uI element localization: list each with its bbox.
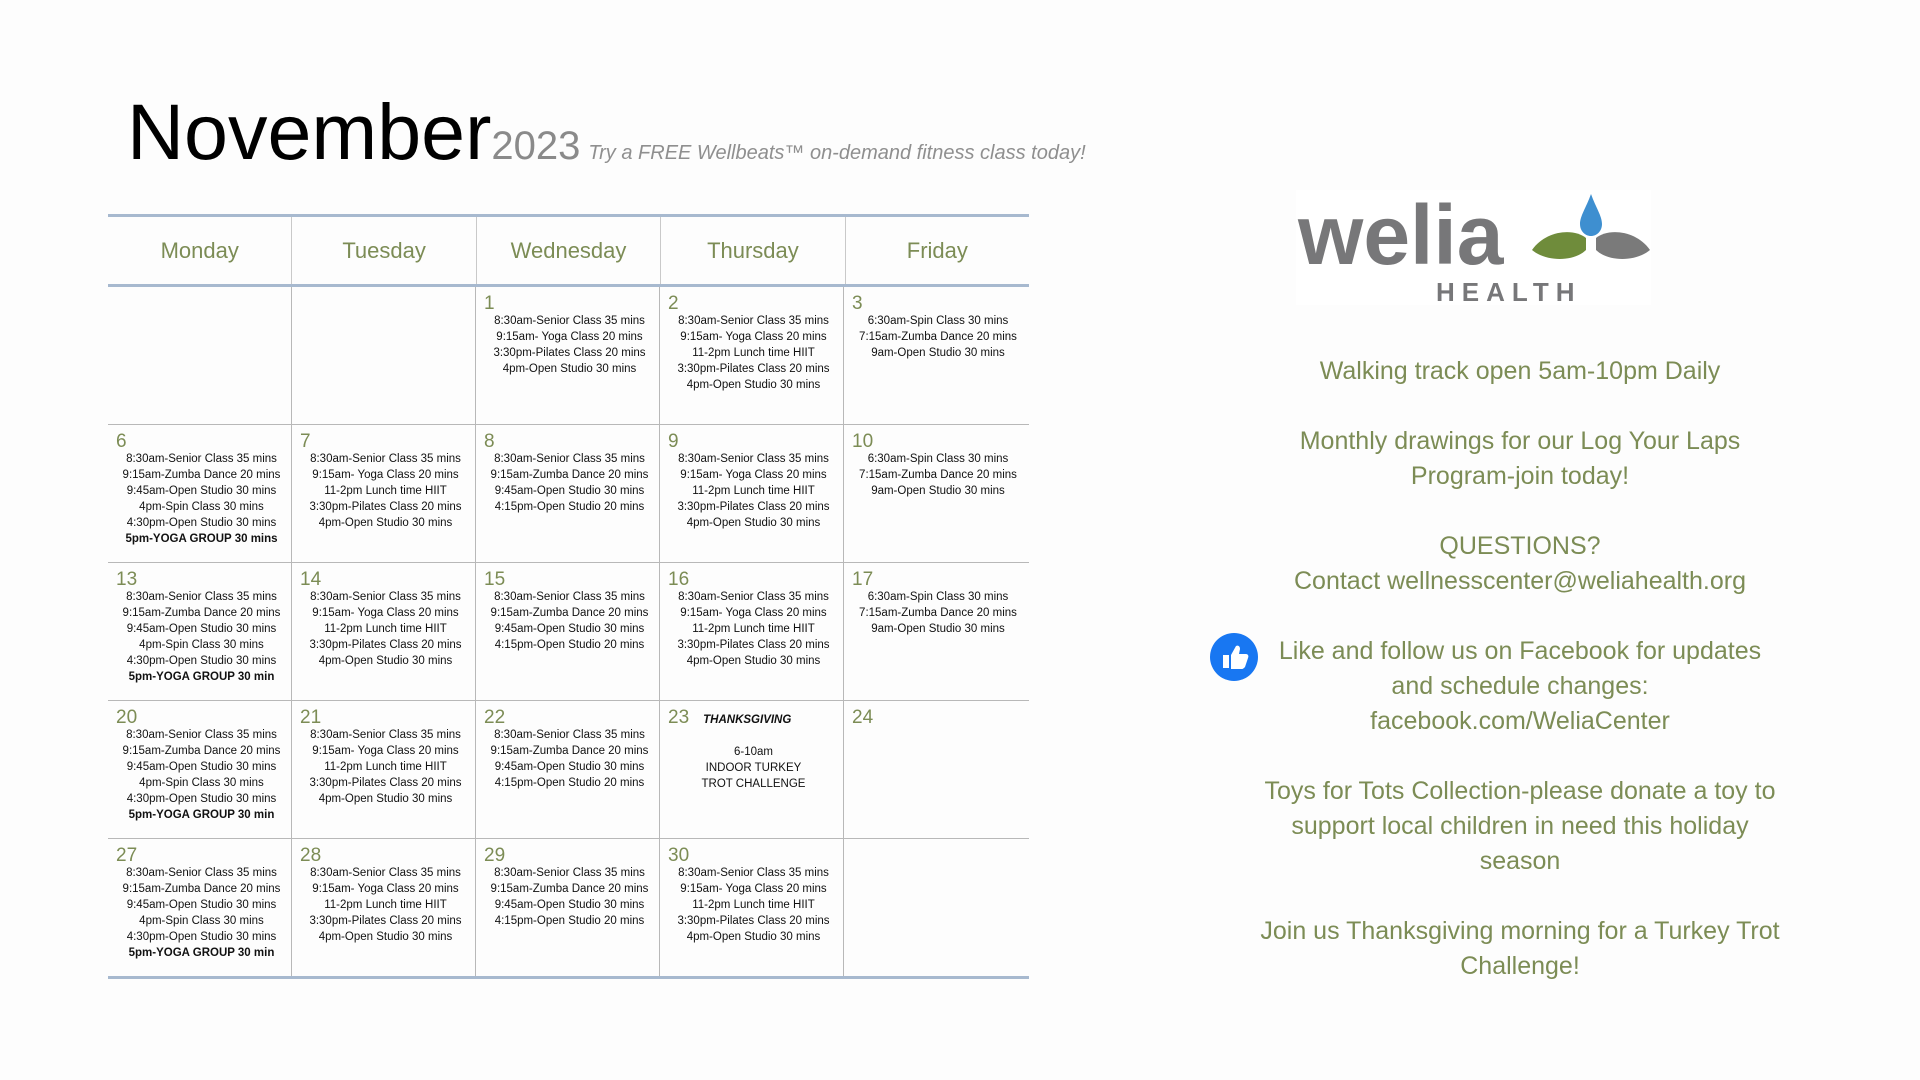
class-entry: 4pm-Open Studio 30 mins — [502, 363, 637, 375]
class-entry: 8:30am-Senior Class 35 mins — [126, 453, 277, 465]
class-entry: 9:15am- Yoga Class 20 mins — [680, 469, 827, 481]
day-cell — [476, 287, 660, 424]
day-cell — [476, 701, 660, 838]
class-entry: 9:15am- Yoga Class 20 mins — [496, 331, 643, 343]
calendar-week — [108, 425, 1029, 563]
day-number: 23 — [668, 707, 690, 728]
day-number: 9 — [668, 431, 679, 452]
yoga-group-entry: 5pm-YOGA GROUP 30 min — [128, 809, 275, 821]
class-entry: 4:15pm-Open Studio 20 mins — [494, 639, 645, 651]
class-entry: 4pm-Open Studio 30 mins — [318, 517, 453, 529]
day-number: 28 — [300, 845, 322, 866]
class-entry: 9:15am- Yoga Class 20 mins — [312, 745, 459, 757]
class-entry: 11-2pm Lunch time HIIT — [692, 485, 815, 497]
walking-track-note: Walking track open 5am-10pm Daily — [1319, 357, 1721, 385]
class-entry: 9:45am-Open Studio 30 mins — [126, 761, 277, 773]
day-cell — [660, 563, 844, 700]
announcements — [1255, 354, 1785, 1019]
log-laps-note: Monthly drawings for our Log Your Laps Program-join today! — [1299, 427, 1741, 490]
class-entry: 9:15am- Yoga Class 20 mins — [680, 331, 827, 343]
calendar-title — [127, 87, 1086, 176]
class-entry: 7:15am-Zumba Dance 20 mins — [859, 331, 1017, 343]
day-cell — [108, 425, 292, 562]
class-entry: 4:15pm-Open Studio 20 mins — [494, 501, 645, 513]
weekday-header-row — [108, 217, 1029, 287]
year-label: 2023 — [491, 124, 581, 168]
day-number: 7 — [300, 431, 311, 452]
day-cell — [660, 839, 844, 976]
day-cell — [476, 425, 660, 562]
calendar-week — [108, 839, 1029, 976]
calendar-week — [108, 563, 1029, 701]
day-number: 13 — [116, 569, 138, 590]
calendar-week — [108, 287, 1029, 425]
day-number: 21 — [300, 707, 322, 728]
class-entry: 9:15am- Yoga Class 20 mins — [312, 883, 459, 895]
day-cell — [476, 839, 660, 976]
day-cell — [476, 563, 660, 700]
class-entry: 9:15am- Yoga Class 20 mins — [680, 607, 827, 619]
tagline: Try a FREE Wellbeats™ on-demand fitness class today! — [588, 142, 1086, 164]
logo-subword: HEALTH — [1436, 277, 1582, 305]
class-entry: 3:30pm-Pilates Class 20 mins — [309, 777, 462, 789]
class-entry: 9am-Open Studio 30 mins — [871, 623, 1005, 635]
day-cell — [844, 701, 1028, 838]
class-entry: 8:30am-Senior Class 35 mins — [126, 867, 277, 879]
day-cell — [108, 287, 292, 424]
class-entry: 3:30pm-Pilates Class 20 mins — [677, 363, 830, 375]
class-entry: 9:15am- Yoga Class 20 mins — [312, 469, 459, 481]
class-entry: 9:45am-Open Studio 30 mins — [494, 485, 645, 497]
day-number: 3 — [852, 293, 863, 314]
class-entry: 3:30pm-Pilates Class 20 mins — [309, 915, 462, 927]
day-number: 16 — [668, 569, 690, 590]
day-number: 17 — [852, 569, 874, 590]
day-cell — [844, 839, 1028, 976]
day-cell — [660, 425, 844, 562]
class-entry: 4:30pm-Open Studio 30 mins — [126, 517, 277, 529]
class-entry: 9:45am-Open Studio 30 mins — [494, 899, 645, 911]
class-entry: 11-2pm Lunch time HIIT — [692, 347, 815, 359]
class-entry: 9am-Open Studio 30 mins — [871, 347, 1005, 359]
class-entry: 11-2pm Lunch time HIIT — [692, 899, 815, 911]
class-entry: 9:15am-Zumba Dance 20 mins — [490, 469, 649, 481]
turkey-trot-note: Join us Thanksgiving morning for a Turkey Trot Challenge! — [1260, 917, 1780, 980]
class-entry: 7:15am-Zumba Dance 20 mins — [859, 469, 1017, 481]
weekday-wednesday: Wednesday — [477, 217, 661, 284]
class-entry: 9am-Open Studio 30 mins — [871, 485, 1005, 497]
class-entry: 8:30am-Senior Class 35 mins — [494, 729, 645, 741]
calendar-week — [108, 701, 1029, 839]
class-entry: 6:30am-Spin Class 30 mins — [867, 591, 1009, 603]
class-entry: 4:15pm-Open Studio 20 mins — [494, 915, 645, 927]
day-cell — [292, 425, 476, 562]
day-number: 14 — [300, 569, 322, 590]
month-label: November — [127, 87, 492, 176]
questions-block — [1255, 529, 1785, 599]
class-entry: 11-2pm Lunch time HIIT — [692, 623, 815, 635]
class-entry: 8:30am-Senior Class 35 mins — [126, 591, 277, 603]
class-entry: INDOOR TURKEY — [705, 762, 802, 774]
logo-word: welia — [1298, 190, 1504, 282]
class-entry: 9:15am-Zumba Dance 20 mins — [490, 745, 649, 757]
class-entry: 9:15am-Zumba Dance 20 mins — [122, 607, 281, 619]
day-number: 8 — [484, 431, 495, 452]
class-entry: 9:45am-Open Studio 30 mins — [494, 761, 645, 773]
day-number: 1 — [484, 293, 495, 314]
class-entry: 8:30am-Senior Class 35 mins — [678, 867, 829, 879]
class-entry: 4pm-Spin Class 30 mins — [139, 915, 264, 927]
class-entry: 8:30am-Senior Class 35 mins — [678, 591, 829, 603]
class-entry: 3:30pm-Pilates Class 20 mins — [309, 501, 462, 513]
holiday-heading: THANKSGIVING — [703, 714, 792, 726]
day-number: 20 — [116, 707, 138, 728]
class-entry: 4:30pm-Open Studio 30 mins — [126, 931, 277, 943]
weekday-monday: Monday — [108, 217, 292, 284]
class-entry: 3:30pm-Pilates Class 20 mins — [493, 347, 646, 359]
class-entry: 9:45am-Open Studio 30 mins — [126, 485, 277, 497]
class-entry: 8:30am-Senior Class 35 mins — [310, 453, 461, 465]
yoga-group-entry: 5pm-YOGA GROUP 30 mins — [125, 533, 278, 545]
class-entry — [668, 728, 839, 744]
day-number: 15 — [484, 569, 506, 590]
class-entry: 11-2pm Lunch time HIIT — [324, 485, 447, 497]
class-entry: 9:15am- Yoga Class 20 mins — [312, 607, 459, 619]
class-entry: 6:30am-Spin Class 30 mins — [867, 315, 1009, 327]
day-number: 27 — [116, 845, 138, 866]
weekday-friday: Friday — [906, 237, 968, 263]
day-cell — [108, 839, 292, 976]
weekday-tuesday: Tuesday — [292, 217, 476, 284]
class-entry: 9:15am- Yoga Class 20 mins — [680, 883, 827, 895]
class-entry: 4:15pm-Open Studio 20 mins — [494, 777, 645, 789]
day-number: 22 — [484, 707, 506, 728]
day-cell — [844, 563, 1028, 700]
class-entry: 4pm-Open Studio 30 mins — [318, 931, 453, 943]
day-cell — [108, 701, 292, 838]
calendar-grid — [108, 214, 1029, 979]
day-cell — [292, 563, 476, 700]
class-entry: 4pm-Spin Class 30 mins — [139, 777, 264, 789]
class-entry: 8:30am-Senior Class 35 mins — [678, 315, 829, 327]
class-entry: 8:30am-Senior Class 35 mins — [678, 453, 829, 465]
class-entry: 4pm-Spin Class 30 mins — [139, 639, 264, 651]
day-cell — [844, 287, 1028, 424]
class-entry: 9:15am-Zumba Dance 20 mins — [490, 607, 649, 619]
weekday-thursday: Thursday — [661, 217, 845, 284]
welia-health-logo — [1296, 190, 1651, 305]
day-cell — [292, 287, 476, 424]
class-entry: 6-10am — [734, 746, 773, 758]
class-entry: 3:30pm-Pilates Class 20 mins — [309, 639, 462, 651]
class-entry: 8:30am-Senior Class 35 mins — [310, 867, 461, 879]
thumbs-up-icon — [1209, 632, 1259, 682]
class-entry: 8:30am-Senior Class 35 mins — [310, 729, 461, 741]
questions-title: QUESTIONS? — [1439, 532, 1601, 560]
yoga-group-entry: 5pm-YOGA GROUP 30 min — [128, 671, 275, 683]
class-entry: 4pm-Open Studio 30 mins — [686, 379, 821, 391]
day-cell — [108, 563, 292, 700]
class-entry: 9:45am-Open Studio 30 mins — [494, 623, 645, 635]
class-entry: 9:15am-Zumba Dance 20 mins — [490, 883, 649, 895]
day-number: 24 — [852, 707, 874, 728]
day-number: 2 — [668, 293, 679, 314]
day-number: 6 — [116, 431, 127, 452]
yoga-group-entry: 5pm-YOGA GROUP 30 min — [128, 947, 275, 959]
class-entry: 8:30am-Senior Class 35 mins — [494, 867, 645, 879]
class-entry: 11-2pm Lunch time HIIT — [324, 899, 447, 911]
day-cell — [660, 287, 844, 424]
class-entry: 8:30am-Senior Class 35 mins — [310, 591, 461, 603]
class-entry: 8:30am-Senior Class 35 mins — [494, 315, 645, 327]
questions-contact: Contact wellnesscenter@weliahealth.org — [1293, 567, 1746, 595]
class-entry: 7:15am-Zumba Dance 20 mins — [859, 607, 1017, 619]
day-cell — [292, 701, 476, 838]
class-entry: 4pm-Open Studio 30 mins — [318, 655, 453, 667]
class-entry: 4pm-Open Studio 30 mins — [318, 793, 453, 805]
day-cell — [844, 425, 1028, 562]
class-entry: 4pm-Open Studio 30 mins — [686, 931, 821, 943]
class-entry: 4pm-Open Studio 30 mins — [686, 655, 821, 667]
day-cell — [660, 701, 844, 838]
day-number: 29 — [484, 845, 506, 866]
class-entry: 9:15am-Zumba Dance 20 mins — [122, 745, 281, 757]
class-entry: 4pm-Open Studio 30 mins — [686, 517, 821, 529]
class-entry: 8:30am-Senior Class 35 mins — [126, 729, 277, 741]
class-entry: 11-2pm Lunch time HIIT — [324, 623, 447, 635]
class-entry: 8:30am-Senior Class 35 mins — [494, 453, 645, 465]
class-entry: 6:30am-Spin Class 30 mins — [867, 453, 1009, 465]
class-entry: 9:45am-Open Studio 30 mins — [126, 899, 277, 911]
class-entry: 9:15am-Zumba Dance 20 mins — [122, 883, 281, 895]
class-entry: 8:30am-Senior Class 35 mins — [494, 591, 645, 603]
toys-for-tots-note: Toys for Tots Collection-please donate a toy to support local children in need this holiday season — [1264, 777, 1776, 875]
class-entry: 3:30pm-Pilates Class 20 mins — [677, 501, 830, 513]
day-cell — [292, 839, 476, 976]
facebook-note: Like and follow us on Facebook for updates and schedule changes: facebook.com/WeliaCenter — [1278, 637, 1762, 735]
class-entry: 4:30pm-Open Studio 30 mins — [126, 793, 277, 805]
day-number: 30 — [668, 845, 690, 866]
class-entry: 11-2pm Lunch time HIIT — [324, 761, 447, 773]
class-entry: 3:30pm-Pilates Class 20 mins — [677, 915, 830, 927]
class-entry: TROT CHALLENGE — [701, 778, 806, 790]
class-entry: 9:45am-Open Studio 30 mins — [126, 623, 277, 635]
class-entry: 9:15am-Zumba Dance 20 mins — [122, 469, 281, 481]
day-number: 10 — [852, 431, 874, 452]
class-entry: 4pm-Spin Class 30 mins — [139, 501, 264, 513]
class-entry: 3:30pm-Pilates Class 20 mins — [677, 639, 830, 651]
class-entry: 4:30pm-Open Studio 30 mins — [126, 655, 277, 667]
